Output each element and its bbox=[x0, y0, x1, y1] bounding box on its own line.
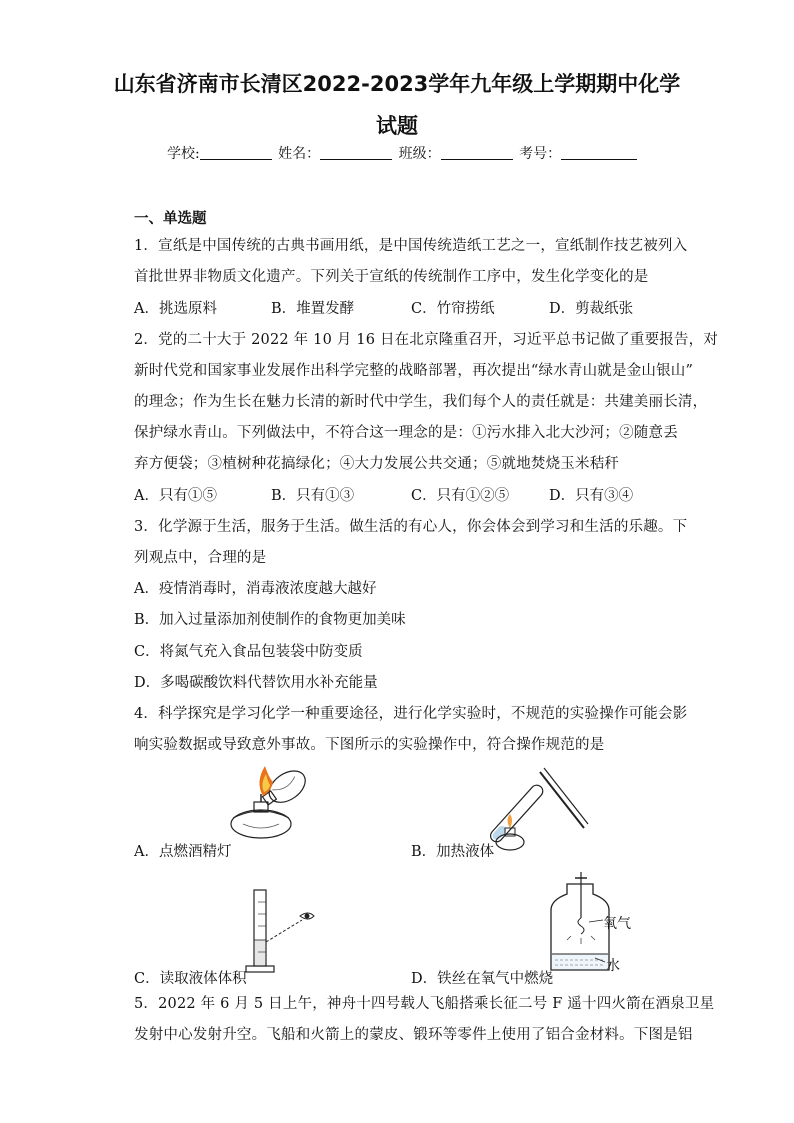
section-title: 一、单选题 bbox=[134, 211, 207, 227]
question-4-option-d[interactable]: D．铁丝在氧气中燃烧 bbox=[411, 971, 554, 987]
question-5-line: 5．2022 年 6 月 5 日上午，神舟十四号载人飞船搭乘长征二号 F 遥十四火箭在酒泉卫星 bbox=[134, 996, 715, 1012]
question-2-option-d[interactable]: D．只有③④ bbox=[549, 488, 634, 504]
question-1-option-a[interactable]: A．挑选原料 bbox=[134, 301, 217, 317]
question-2-option-c[interactable]: C．只有①②⑤ bbox=[411, 488, 510, 504]
question-2-line: 弃方便袋；③植树种花搞绿化；④大力发展公共交通；⑤就地焚烧玉米秸秆 bbox=[134, 456, 620, 472]
question-3-line: 列观点中，合理的是 bbox=[134, 550, 267, 566]
question-2-line: 2．党的二十大于 2022 年 10 月 16 日在北京隆重召开，习近平总书记做了重要报告，对 bbox=[134, 332, 719, 348]
alcohol-lamp-lighting-figure bbox=[225, 762, 315, 840]
name-blank[interactable] bbox=[320, 145, 392, 160]
question-3-option-d[interactable]: D．多喝碳酸饮料代替饮用水补充能量 bbox=[134, 675, 378, 691]
oxygen-label: 氧气 bbox=[603, 916, 631, 932]
question-4-line: 4．科学探究是学习化学一种重要途径，进行化学实验时，不规范的实验操作可能会影 bbox=[134, 706, 688, 722]
question-2-option-a[interactable]: A．只有①⑤ bbox=[134, 488, 217, 504]
name-label: 姓名： bbox=[278, 146, 321, 162]
heating-test-tube-figure bbox=[488, 760, 593, 855]
school-label: 学校: bbox=[167, 146, 200, 162]
exam-title-line1: 山东省济南市长清区2022-2023学年九年级上学期期中化学 bbox=[113, 72, 681, 96]
question-2-line: 新时代党和国家事业发展作出科学完整的战略部署，再次提出“绿水青山就是金山银山” bbox=[134, 363, 694, 379]
school-blank[interactable] bbox=[200, 145, 272, 160]
exam-number-label: 考号： bbox=[519, 146, 562, 162]
question-5-line: 发射中心发射升空。飞船和火箭上的蒙皮、锻环等零件上使用了铝合金材料。下图是铝 bbox=[134, 1027, 693, 1043]
question-4-line: 响实验数据或导致意外事故。下图所示的实验操作中，符合操作规范的是 bbox=[134, 737, 605, 753]
question-1-line: 首批世界非物质文化遗产。下列关于宣纸的传统制作工序中，发生化学变化的是 bbox=[134, 269, 649, 285]
class-label: 班级： bbox=[398, 146, 441, 162]
question-1-option-c[interactable]: C．竹帘捞纸 bbox=[411, 301, 495, 317]
question-2-line: 的理念；作为生长在魅力长清的新时代中学生，我们每个人的责任就是：共建美丽长清， bbox=[134, 394, 708, 410]
question-2-option-b[interactable]: B．只有①③ bbox=[271, 488, 355, 504]
question-3-option-a[interactable]: A．疫情消毒时，消毒液浓度越大越好 bbox=[134, 581, 377, 597]
question-4-option-c[interactable]: C．读取液体体积 bbox=[134, 971, 247, 987]
question-4-option-a[interactable]: A．点燃酒精灯 bbox=[134, 844, 232, 860]
graduated-cylinder-figure bbox=[240, 888, 320, 976]
question-3-option-b[interactable]: B．加入过量添加剂使制作的食物更加美味 bbox=[134, 612, 406, 628]
exam-title-line2: 试题 bbox=[376, 114, 418, 138]
student-info-row bbox=[167, 143, 639, 163]
question-3-line: 3．化学源于生活，服务于生活。做生活的有心人，你会体会到学习和生活的乐趣。下 bbox=[134, 519, 688, 535]
question-3-option-c[interactable]: C．将氮气充入食品包装袋中防变质 bbox=[134, 644, 363, 660]
class-blank[interactable] bbox=[441, 145, 513, 160]
water-label: 水 bbox=[606, 958, 620, 974]
question-1-option-d[interactable]: D．剪裁纸张 bbox=[549, 301, 634, 317]
question-2-line: 保护绿水青山。下列做法中，不符合这一理念的是：①污水排入北大沙河；②随意丢 bbox=[134, 425, 678, 441]
exam-number-blank[interactable] bbox=[561, 145, 637, 160]
question-1-line: 1．宣纸是中国传统的古典书画用纸，是中国传统造纸工艺之一，宣纸制作技艺被列入 bbox=[134, 238, 688, 254]
question-1-option-b[interactable]: B．堆置发酵 bbox=[271, 301, 355, 317]
question-4-option-b[interactable]: B．加热液体 bbox=[411, 844, 495, 860]
